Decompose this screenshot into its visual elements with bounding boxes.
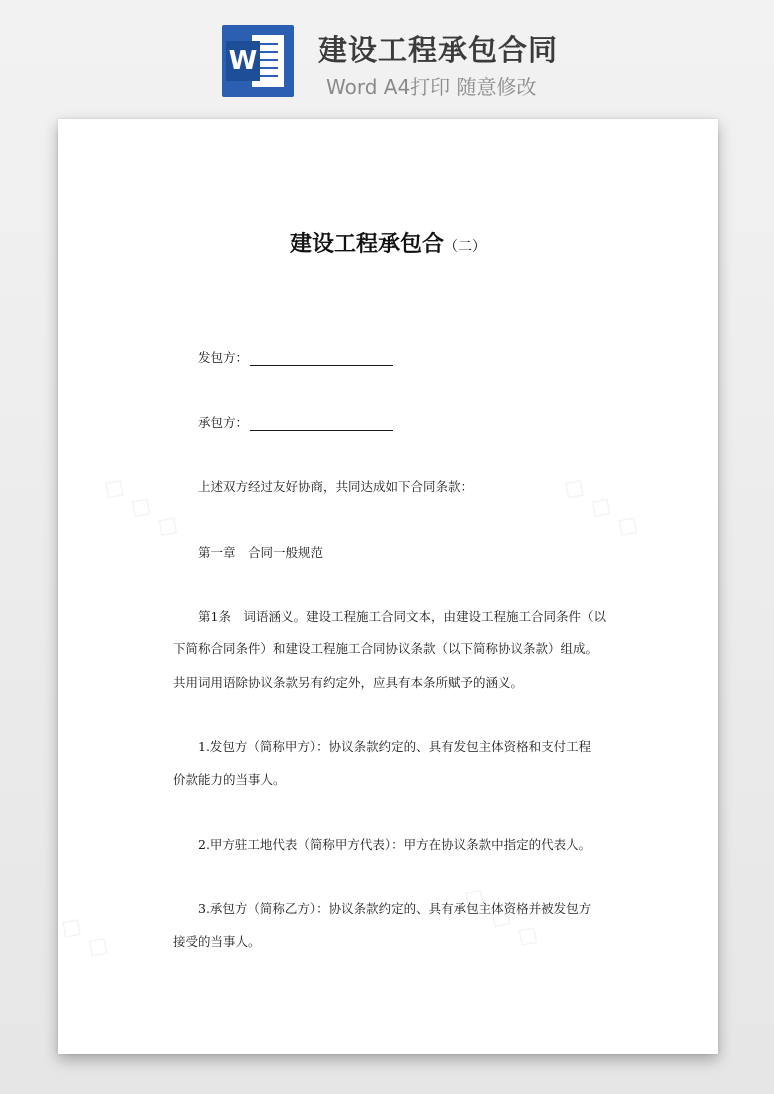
document-title <box>58 227 718 258</box>
header-banner <box>0 0 774 110</box>
word-icon-letter: W <box>226 41 260 81</box>
watermark <box>53 906 119 967</box>
document-page <box>58 119 718 1054</box>
article1-line: 第1条 词语涵义。建设工程施工合同文本，由建设工程施工合同条件（以 <box>198 609 606 624</box>
contractor-label: 承包方： <box>198 415 249 430</box>
article1-line: 下简称合同条件）和建设工程施工合同协议条款（以下简称协议条款）组成。 <box>173 641 599 656</box>
intro-paragraph: 上述双方经过友好协商，共同达成如下合同条款： <box>198 479 474 494</box>
document-title-suffix: （二） <box>444 239 486 255</box>
chapter-heading: 第一章 合同一般规范 <box>198 545 324 560</box>
banner-subtitle: Word A4打印 随意修改 <box>326 75 537 99</box>
word-icon-line <box>258 43 278 45</box>
word-icon-line <box>258 51 278 53</box>
word-icon <box>222 25 294 97</box>
watermark <box>556 467 648 546</box>
word-icon-line <box>258 75 278 77</box>
employer-blank[interactable] <box>250 352 393 366</box>
item1-line: 1.发包方（简称甲方）：协议条款约定的、具有发包主体资格和支付工程 <box>198 739 592 754</box>
item3-line: 接受的当事人。 <box>173 934 261 949</box>
word-icon-line <box>258 67 278 69</box>
employer-field <box>198 348 393 366</box>
word-icon-line <box>258 59 278 61</box>
article1-line: 共用词用语除协议条款另有约定外，应具有本条所赋予的涵义。 <box>173 675 524 690</box>
item1-line: 价款能力的当事人。 <box>173 772 286 787</box>
item2-paragraph: 2.甲方驻工地代表（简称甲方代表）：甲方在协议条款中指定的代表人。 <box>198 837 592 852</box>
banner-title: 建设工程承包合同 <box>318 33 559 67</box>
employer-label: 发包方： <box>198 350 249 365</box>
watermark <box>96 467 188 546</box>
contractor-field <box>198 413 393 431</box>
document-title-text: 建设工程承包合 <box>289 232 444 257</box>
contractor-blank[interactable] <box>250 417 393 431</box>
item3-line: 3.承包方（简称乙方）：协议条款约定的、具有承包主体资格并被发包方 <box>198 901 592 916</box>
